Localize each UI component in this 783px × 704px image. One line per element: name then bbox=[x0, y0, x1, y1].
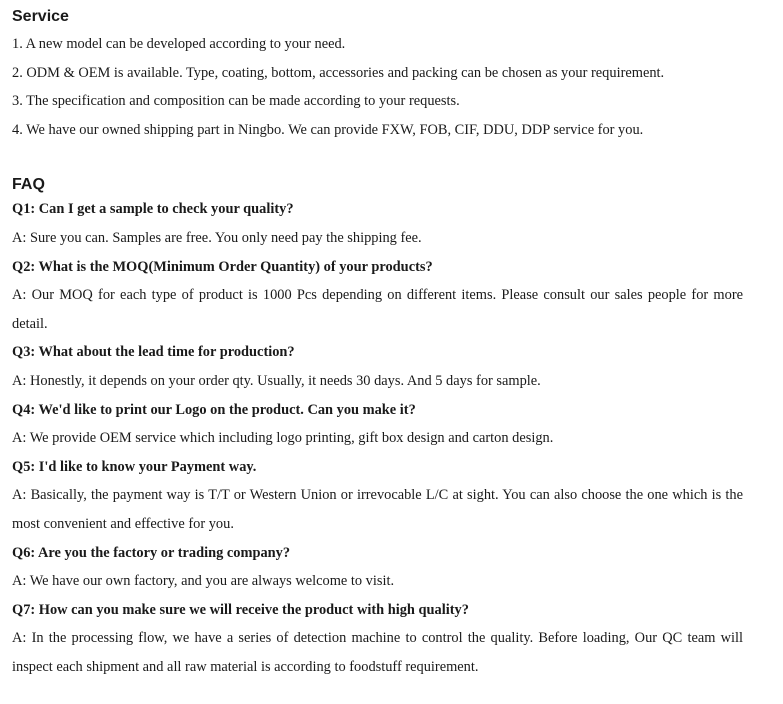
faq-heading: FAQ bbox=[12, 176, 45, 194]
service-item: 2. ODM & OEM is available. Type, coating, bottom, accessories and packing can be chosen as your requirement. bbox=[12, 64, 665, 81]
faq-answer: A: We provide OEM service which including logo printing, gift box design and carton design. bbox=[12, 430, 554, 447]
faq-question: Q2: What is the MOQ(Minimum Order Quantity) of your products? bbox=[12, 258, 433, 275]
faq-question: Q1: Can I get a sample to check your quality? bbox=[12, 201, 294, 218]
faq-question: Q3: What about the lead time for production? bbox=[12, 344, 295, 361]
faq-answer: A: We have our own factory, and you are always welcome to visit. bbox=[12, 573, 395, 590]
faq-answer: A: Basically, the payment way is T/T or Western Union or irrevocable L/C at sight. You can also choose the one which is the most convenient and effective for you. bbox=[12, 487, 743, 532]
faq-question: Q4: We'd like to print our Logo on the product. Can you make it? bbox=[12, 401, 416, 418]
faq-answer: A: Our MOQ for each type of product is 1000 Pcs depending on different items. Please consult our sales people for more detail. bbox=[12, 287, 743, 332]
service-item: 4. We have our owned shipping part in Ningbo. We can provide FXW, FOB, CIF, DDU, DDP service for you. bbox=[12, 121, 644, 138]
faq-question: Q6: Are you the factory or trading company? bbox=[12, 544, 291, 561]
service-list bbox=[12, 30, 743, 144]
faq-section bbox=[12, 174, 743, 681]
service-heading: Service bbox=[12, 8, 69, 25]
faq-answer: A: Honestly, it depends on your order qty. Usually, it needs 30 days. And 5 days for sample. bbox=[12, 372, 541, 389]
faq-answer: A: In the processing flow, we have a series of detection machine to control the quality. Before loading, Our QC team will inspect each shipment and all raw material is according to foodstuff requirement. bbox=[12, 630, 743, 675]
faq-list bbox=[12, 195, 743, 681]
document-page bbox=[12, 6, 743, 681]
service-item: 1. A new model can be developed according to your need. bbox=[12, 36, 346, 52]
faq-answer: A: Sure you can. Samples are free. You only need pay the shipping fee. bbox=[12, 229, 422, 246]
faq-question: Q7: How can you make sure we will receive the product with high quality? bbox=[12, 601, 469, 618]
service-section bbox=[12, 6, 743, 144]
faq-question: Q5: I'd like to know your Payment way. bbox=[12, 458, 257, 475]
service-item: 3. The specification and composition can be made according to your requests. bbox=[12, 93, 460, 110]
